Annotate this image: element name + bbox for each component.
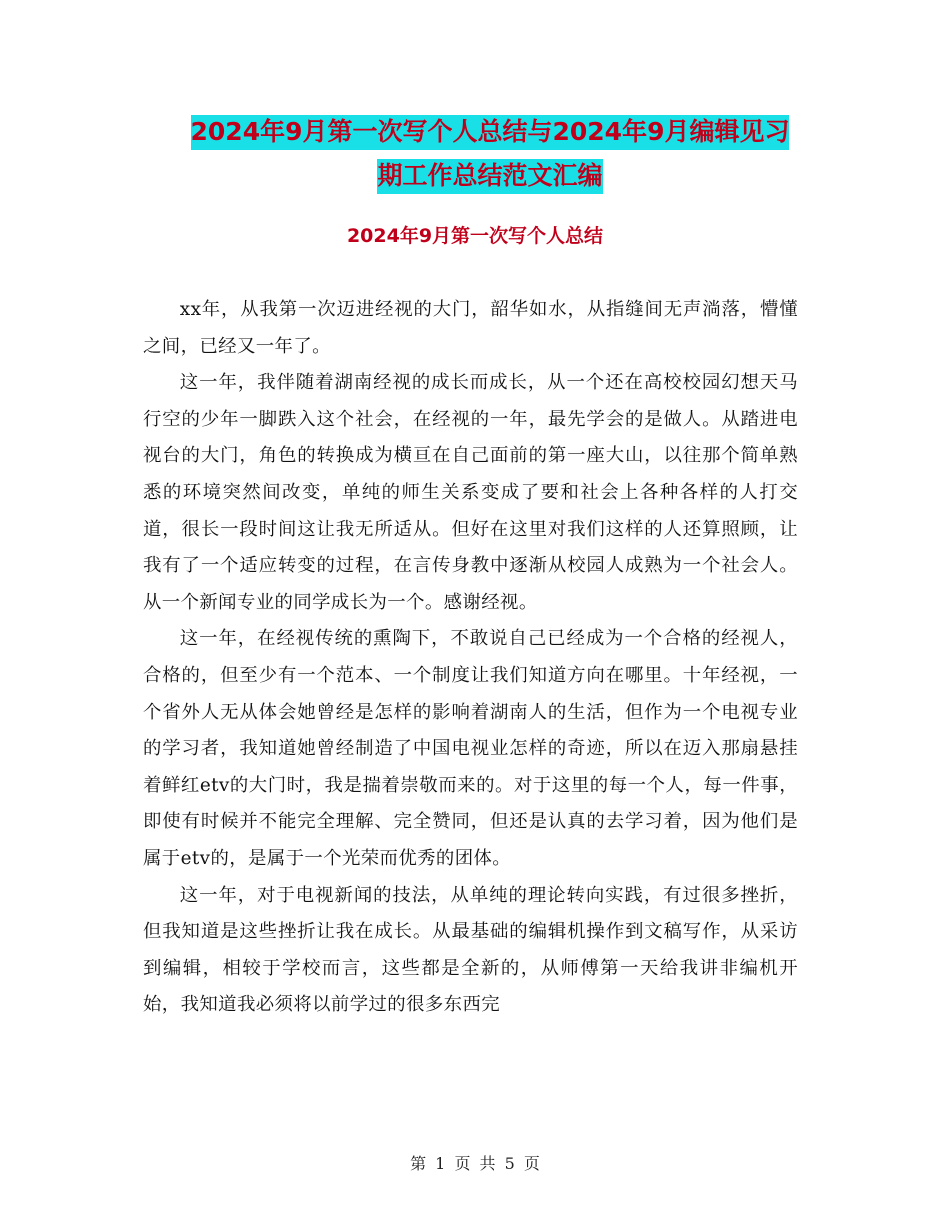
title-line-1: 2024年9月第一次写个人总结与2024年9月编辑见习 [191,115,790,150]
document-title [140,110,840,198]
title-line-2: 期工作总结范文汇编 [377,159,602,194]
paragraph: 这一年，我伴随着湖南经视的成长而成长，从一个还在高校校园幻想天马行空的少年一脚跌入这个社会，在经视的一年，最先学会的是做人。从踏进电视台的大门，角色的转换成为横亘在自己面前的第一座大山，以往那个简单熟悉的环境突然间改变，单纯的师生关系变成了要和社会上各种各样的人打交道，很长一段时间这让我无所适从。但好在这里对我们这样的人还算照顾，让我有了一个适应转变的过程，在言传身教中逐渐从校园人成熟为一个社会人。从一个新闻专业的同学成长为一个。感谢经视。 [143,372,798,613]
body-text [143,292,798,1024]
page-footer: 第 1 页 共 5 页 [410,1154,540,1173]
paragraph: xx年，从我第一次迈进经视的大门，韶华如水，从指缝间无声淌落，懵懂之间，已经又一年了。 [143,299,798,357]
section-heading: 2024年9月第一次写个人总结 [346,225,604,247]
paragraph: 这一年，对于电视新闻的技法，从单纯的理论转向实践，有过很多挫折，但我知道是这些挫折让我在成长。从最基础的编辑机操作到文稿写作，从采访到编辑，相较于学校而言，这些都是全新的，从师傅第一天给我讲非编机开始，我知道我必须将以前学过的很多东西完 [143,884,798,1016]
paragraph: 这一年，在经视传统的熏陶下，不敢说自己已经成为一个合格的经视人，合格的，但至少有一个范本、一个制度让我们知道方向在哪里。十年经视，一个省外人无从体会她曾经是怎样的影响着湖南人的生活，但作为一个电视专业的学习者，我知道她曾经制造了中国电视业怎样的奇迹，所以在迈入那扇悬挂着鲜红etv的大门时，我是揣着崇敬而来的。对于这里的每一个人，每一件事，即使有时候并不能完全理解、完全赞同，但还是认真的去学习着，因为他们是属于etv的，是属于一个光荣而优秀的团体。 [143,628,798,869]
